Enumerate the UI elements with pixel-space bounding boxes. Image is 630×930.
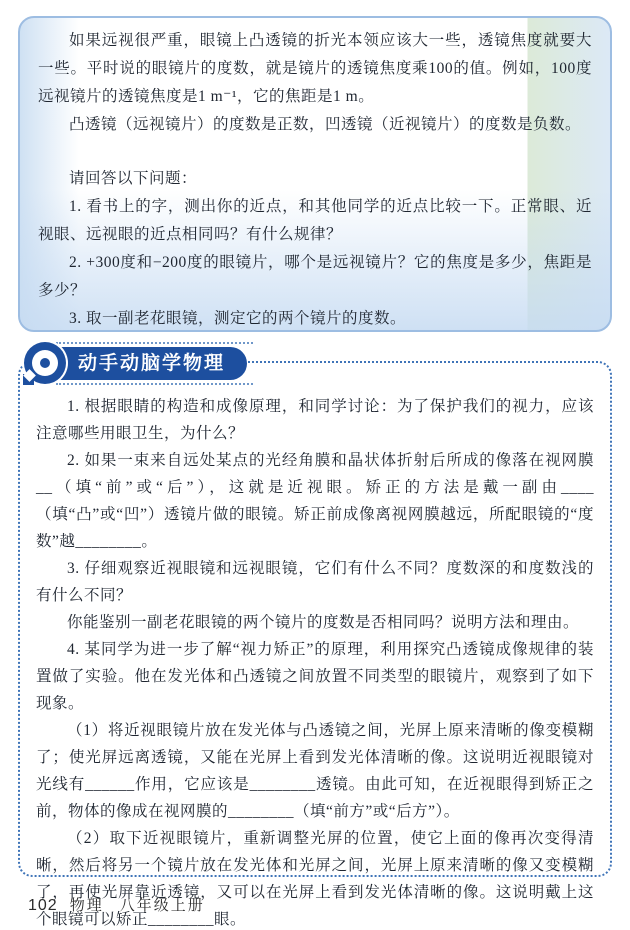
page-footer [28,894,205,915]
concentric-rings-badge-icon [24,342,66,384]
activity-item-2: 2. 如果一束来自远处某点的光经角膜和晶状体折射后所成的像落在视网膜__（填“前”或“后”），这就是近视眼。矫正的方法是戴一副由____（填“凸”或“凹”）透镜片做的眼镜。矫正前成像离视网膜越远，所配眼镜的“度数”越________。 [36,452,594,550]
activity-heading: 动手动脑学物理 [46,347,247,380]
icon-center-dot [40,358,50,368]
activity-item-4-observation-2: （2）取下近视眼镜片，重新调整光屏的位置，使它上面的像再次变得清晰，然后将另一个镜片放在发光体和光屏之间，光屏上原来清晰的像又变模糊了，再使光屏靠近透镜，又可以在光屏上看到发光体清晰的像。这说明戴上这个眼镜可以矫正________眼。 [36,830,594,928]
question-3: 3. 取一副老花眼镜，测定它的两个镜片的度数。 [69,310,407,327]
intro-paragraph-sign-convention: 凸透镜（远视镜片）的度数是正数，凹透镜（近视镜片）的度数是负数。 [69,116,582,133]
questions-prompt: 请回答以下问题： [69,170,198,187]
activity-body [36,393,594,930]
activity-header [24,342,247,384]
activity-item-1: 1. 根据眼睛的构造和成像原理，和同学讨论：为了保护我们的视力，应该注意哪些用眼卫生，为什么？ [36,398,594,442]
activity-item-3-followup: 你能鉴别一副老花眼镜的两个镜片的度数是否相同吗？说明方法和理由。 [67,614,580,631]
activity-item-3: 3. 仔细观察近视眼镜和远视眼镜，它们有什么不同？度数深的和度数浅的有什么不同？ [36,560,594,604]
page-number: 102 [28,897,58,914]
activity-item-4: 4. 某同学为进一步了解“视力矫正”的原理，利用探究凸透镜成像规律的装置做了实验。他在发光体和凸透镜之间放置不同类型的眼镜片，观察到了如下现象。 [36,641,594,712]
question-2: 2. +300度和−200度的眼镜片，哪个是远视镜片？它的焦度是多少，焦距是多少？ [38,254,592,299]
intro-box [18,16,612,332]
question-1: 1. 看书上的字，测出你的近点，和其他同学的近点比较一下。正常眼、近视眼、远视眼的近点相同吗？有什么规律？ [38,198,592,243]
intro-paragraph-lens-power: 如果远视很严重，眼镜上凸透镜的折光本领应该大一些，透镜焦度就要大一些。平时说的眼镜片的度数，就是镜片的透镜焦度乘100的值。例如，100度远视镜片的透镜焦度是1 m⁻¹，它的焦距是1 m。 [38,32,592,105]
footer-volume: 八年级上册 [119,898,205,914]
footer-subject: 物理 [69,898,104,914]
activity-item-4-observation-1: （1）将近视眼镜片放在发光体与凸透镜之间，光屏上原来清晰的像变模糊了；使光屏远离透镜，又能在光屏上看到发光体清晰的像。这说明近视眼镜对光线有______作用，它应该是________透镜。由此可知，在近视眼得到矫正之前，物体的像成在视网膜的________（填“前方”或“后方”）。 [36,722,594,820]
